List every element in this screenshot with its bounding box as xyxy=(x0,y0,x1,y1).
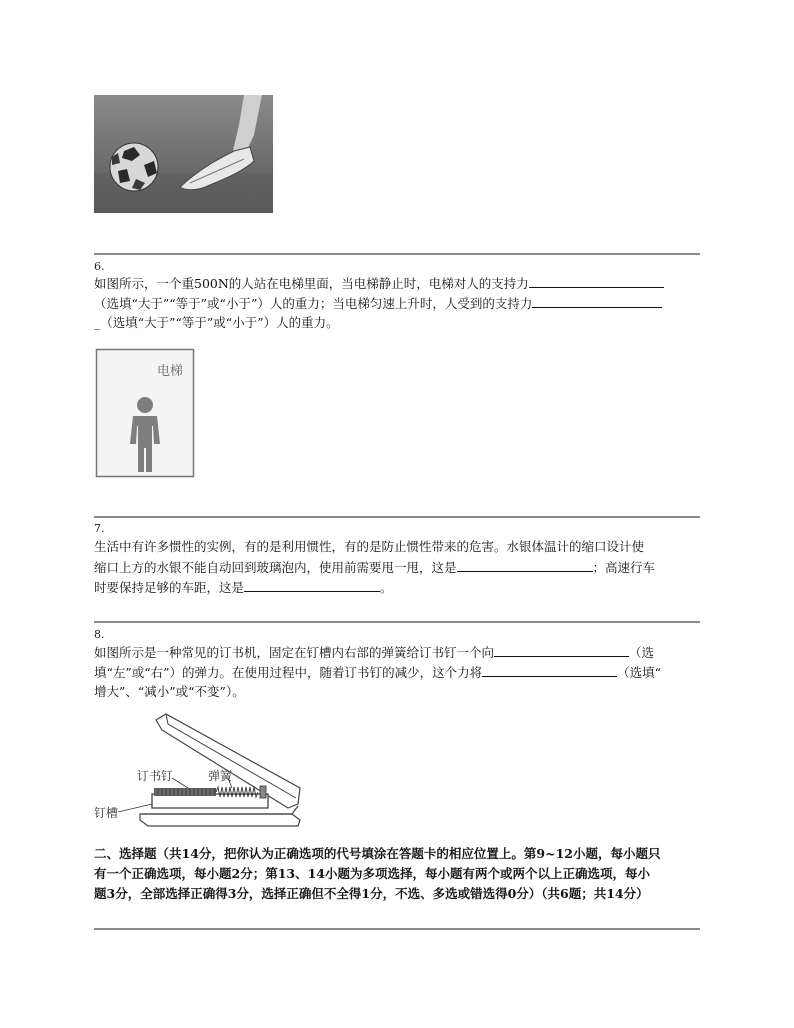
question-7-number: 7. xyxy=(94,522,105,535)
answer-blank-8a[interactable] xyxy=(494,644,629,657)
spring-label: 弹簧 xyxy=(208,769,233,783)
question-6-line-2: （选填“大于”“等于”或“小于”）人的重力；当电梯匀速上升时，人受到的支持力 xyxy=(94,295,706,312)
divider xyxy=(94,253,700,255)
question-8-line-2: 填“左”或“右”）的弹力。在使用过程中，随着订书钉的减少，这个力将 （选填“ xyxy=(94,665,661,680)
question-6-line-3: _（选填“大于”“等于”或“小于”）人的重力。 xyxy=(94,315,339,330)
question-8-number: 8. xyxy=(94,628,105,641)
elevator-label: 电梯 xyxy=(157,364,184,379)
question-7-line-1: 生活中有许多惯性的实例，有的是利用惯性，有的是防止惯性带来的危害。水银体温计的缩口设计使 xyxy=(94,539,645,554)
answer-blank-6a[interactable] xyxy=(529,275,664,288)
answer-blank-8b[interactable] xyxy=(482,664,617,677)
divider xyxy=(94,621,700,623)
soccer-kick-photo xyxy=(94,95,273,213)
answer-blank-6b[interactable] xyxy=(532,295,662,308)
section-2-line-3: 题3分，全部选择正确得3分，选择正确但不全得1分，不选、多选或错选得0分）（共6题；共14分） xyxy=(94,886,649,901)
section-2-line-1: 二、选择题（共14分，把你认为正确选项的代号填涂在答题卡的相应位置上。第9~12小题，每小题只 xyxy=(94,846,661,861)
question-8-line-1: 如图所示是一种常见的订书机，固定在钉槽内右部的弹簧给订书钉一个向 （选 xyxy=(94,645,655,660)
question-7-line-3: 时要保持足够的车距，这是 。 xyxy=(94,580,393,595)
question-6-number: 6. xyxy=(94,260,105,273)
divider xyxy=(94,516,700,518)
question-8-line-3: 增大”、“减小”或“不变”）。 xyxy=(94,684,245,699)
question-6-line-1: 如图所示，一个重500N的人站在电梯里面，当电梯静止时，电梯对人的支持力 xyxy=(94,275,706,292)
question-7-line-2: 缩口上方的水银不能自动回到玻璃泡内，使用前需要甩一甩，这是 ；高速行车 xyxy=(94,560,656,575)
answer-blank-7b[interactable] xyxy=(244,579,380,592)
slot-label: 钉槽 xyxy=(94,806,119,820)
divider xyxy=(94,928,700,930)
stapler-figure xyxy=(92,708,312,836)
section-2-line-2: 有一个正确选项，每小题2分；第13、14小题为多项选择，每小题有两个或两个以上正确选项，每小 xyxy=(94,866,650,881)
answer-blank-7a[interactable] xyxy=(457,559,593,572)
staple-label: 订书钉 xyxy=(137,769,174,783)
